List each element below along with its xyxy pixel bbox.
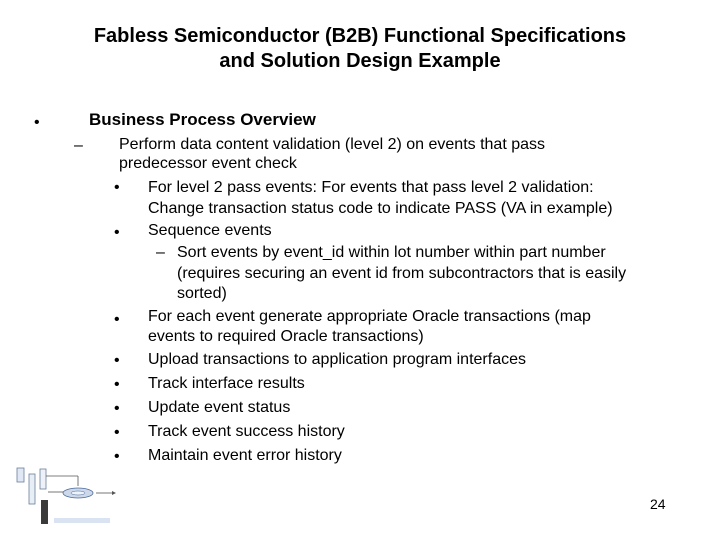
bullet-marker: •: [114, 400, 120, 417]
bullet-marker: •: [114, 424, 120, 441]
bullet-marker: •: [114, 311, 120, 328]
page-number: 24: [650, 496, 666, 512]
level1-text-line2: predecessor event check: [119, 155, 297, 172]
list-item-line: Track event success history: [148, 423, 345, 440]
level1-text-line1: Perform data content validation (level 2) on events that pass: [119, 136, 546, 153]
title-line-2: and Solution Design Example: [219, 50, 501, 72]
dash-marker: –: [156, 244, 165, 261]
list-item-line: Upload transactions to application program interfaces: [148, 351, 526, 368]
bullet-marker: •: [114, 224, 120, 241]
list-item-line: Change transaction status code to indicate PASS (VA in example): [148, 200, 613, 217]
bullet-marker: •: [114, 179, 120, 196]
list-item-line: Sort events by event_id within lot number within part number: [177, 244, 606, 261]
bullet-marker: •: [114, 376, 120, 393]
slide-title: [40, 24, 680, 74]
list-item-line: sorted): [177, 285, 227, 302]
list-item-line: For level 2 pass events: For events that pass level 2 validation:: [148, 179, 594, 196]
logo-diagram-icon: [12, 466, 122, 530]
bullet-marker: •: [114, 352, 120, 369]
bullet-marker: •: [114, 448, 120, 465]
list-item-line: (requires securing an event id from subcontractors that is easily: [177, 265, 627, 282]
list-item-line: Update event status: [148, 399, 291, 416]
section-heading: Business Process Overview: [89, 110, 316, 129]
list-item-line: Track interface results: [148, 375, 305, 392]
list-item-line: events to required Oracle transactions): [148, 328, 424, 345]
title-line-1: Fabless Semiconductor (B2B) Functional Specifications: [93, 25, 627, 47]
list-item-line: Maintain event error history: [148, 447, 342, 464]
list-item-line: For each event generate appropriate Oracle transactions (map: [148, 308, 591, 325]
bullet-marker: •: [34, 114, 40, 131]
dash-marker: –: [74, 137, 83, 154]
list-item-line: Sequence events: [148, 222, 272, 239]
